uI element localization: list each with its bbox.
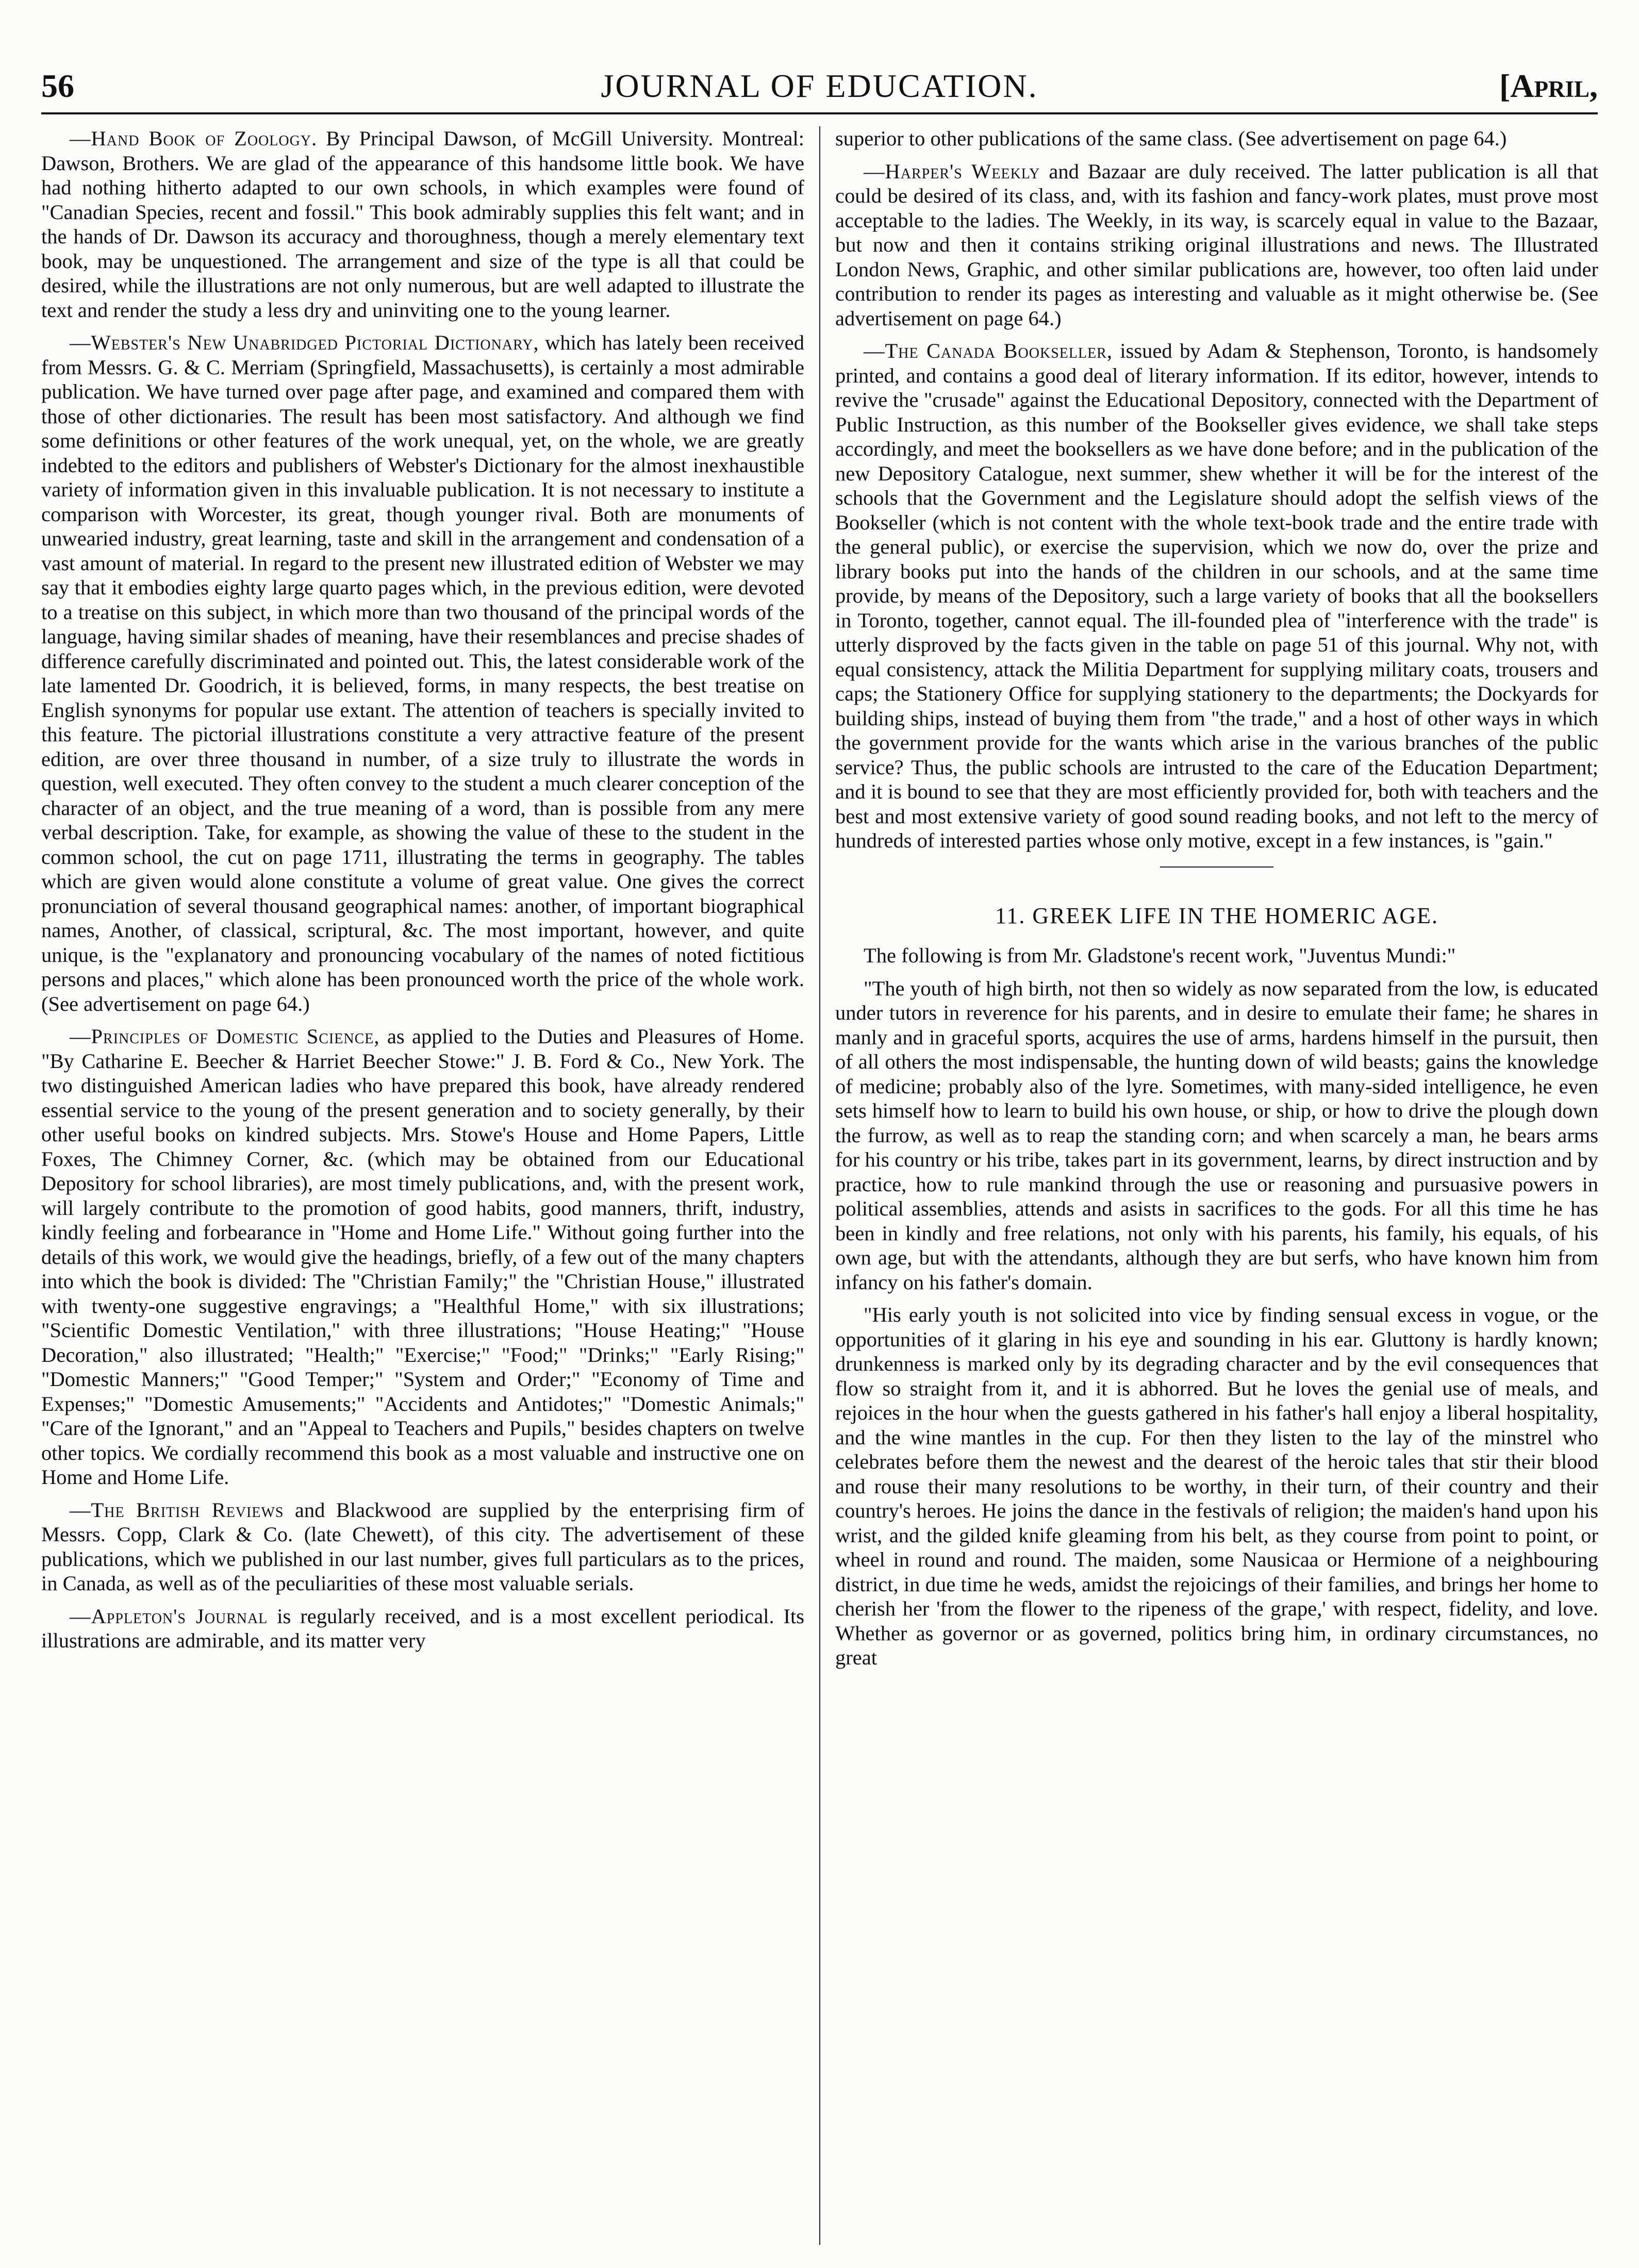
webster-review (41, 330, 804, 1016)
issue-month: [April, (1499, 68, 1598, 104)
appleton-text: is regularly received, and is a most excellent periodical. Its illustrations are admirable, and its matter very (41, 1604, 804, 1652)
zoology-review (41, 126, 804, 322)
british-text: and Blackwood are supplied by the enterprising firm of Messrs. Copp, Clark & Co. (late Chewett), of this city. The advertisement of these publications, which we published in our last number, gives full particulars as to the prices, in Canada, as well as of the peculiarities of these most valuable serials. (41, 1498, 804, 1595)
domestic-text: as applied to the Duties and Pleasures of Home. "By Catharine E. Beecher & Harriet Beecher Stowe:" J. B. Ford & Co., New York. The two distinguished American ladies who have prepared this book, have already rendered essential service to the young of the present generation and to society generally, by their other useful books on kindred subjects. Mrs. Stowe's House and Home Papers, Little Foxes, The Chimney Corner, &c. (which may be obtained from our Educational Depository for school libraries), are most timely publications, and, with the present work, will largely contribute to the promotion of good habits, good manners, thrift, industry, kindly feeling and forbearance in "Home and Home Life." Without going further into the details of this work, we would give the headings, briefly, of a few out of the many chapters into which the book is divided: The "Christian Family;" the "Christian House," illustrated with twenty-one suggestive engravings; a "Healthful Home," with six illustrations; "Scientific Domestic Ventilation," with three illustrations; "House Heating;" "House Decoration," also illustrated; "Health;" "Exercise;" "Food;" "Drinks;" "Early Rising;" "Domestic Manners;" "Good Temper;" "System and Order;" "Economy of Time and Expenses;" "Domestic Amusements;" "Accidents and Antidotes;" "Domestic Animals;" "Care of the Ignorant," and an "Appeal to Teachers and Pupils," besides chapters on twelve other topics. We cordially recommend this book as a most valuable and instructive one on Home and Home Life. (41, 1025, 804, 1489)
harper-lead: —Harper's Weekly (864, 159, 1040, 183)
greek-youth-paragraph-2: "His early youth is not solicited into vice by finding sensual excess in vogue, or the opportunities of it glaring in his eye and sounding in his ear. Gluttony is hardly known; drunkenness is marked only by its degrading character and by the evil consequences that flow so straight from it, and it is abhorred. But he loves the genial use of meals, and rejoices in the hour when the guests gathered in his father's hall enjoy a liberal hospitality, and the wine mantles in the cup. For then they listen to the lay of the minstrel who celebrates before them the newest and the dearest of the heroic tales that stir their blood and rouse their many resolutions to be worthy, in their turn, of their country and their country's heroes. He joins the dance in the festivals of religion; the maiden's hand upon his wrist, and the gilded knife gleaming from his belt, as they course from point to point, or wheel in round and round. The maiden, some Nausicaa or Hermione of a neighbouring district, in due time he weds, amidst the rejoicings of their families, and brings her home to cherish her 'from the flower to the ripeness of the grape,' with respect, fidelity, and love. Whether as governor or as governed, politics bring him, in ordinary circumstances, no great (835, 1303, 1598, 1669)
appleton-continuation: superior to other publications of the same class. (See advertisement on page 64.) (835, 127, 1507, 150)
bookseller-notice (835, 339, 1598, 853)
harper-text: and Bazaar are duly received. The latter publication is all that could be desired of its class, and, with its fashion and fancy-work plates, must prove most acceptable to the ladies. The Weekly, in its way, is scarcely equal in value to the Bazaar, but now and then it contains striking original illustrations and news. The Illustrated London News, Graphic, and other similar publications are, however, too often laid under contribution to render its pages as interesting and valuable as it might otherwise be. (See advertisement on page 64.) (835, 159, 1598, 330)
domestic-science-review (41, 1024, 804, 1490)
gladstone-intro: The following is from Mr. Gladstone's recent work, "Juventus Mundi:" (864, 944, 1456, 967)
zoology-lead: —Hand Book of Zoology. (70, 127, 318, 150)
harper-notice (835, 159, 1598, 331)
section-end-rule (1160, 866, 1273, 868)
page-number: 56 (41, 68, 74, 104)
header-rule (41, 112, 1598, 114)
right-column (835, 126, 1598, 2245)
domestic-lead: —Principles of Domestic Science, (70, 1025, 380, 1048)
bookseller-text: issued by Adam & Stephenson, Toronto, is handsomely printed, and contains a good deal of literary information. If its editor, however, intends to revive the "crusade" against the Educational Depository, connected with the Department of Public Instruction, as this number of the Bookseller gives evidence, we shall take steps accordingly, and meet the booksellers as we have done before; and in the publication of the new Depository Catalogue, next summer, shew whether it will be for the interest of the schools that the Government and the Legislature should adopt the selfish views of the Bookseller (which is not content with the whole text-book trade and the entire trade with the general public), or exercise the supervision, which we now do, over the prize and library books put into the hands of the children in our schools, and at the same time provide, by means of the Depository, such a large variety of books that all the booksellers in Toronto, together, cannot equal. The ill-founded plea of "interference with the trade" is utterly disproved by the facts given in the table on page 51 of this journal. Why not, with equal consistency, attack the Militia Department for supplying military coats, trousers and caps; the Stationery Office for supplying stationery to the departments; the Dockyards for building ships, instead of buying them from "the trade," and a host of other ways in which the government provide for the wants which arise in the various branches of the public service? Thus, the public schools are intrusted to the care of the Education Department; and it is bound to see that they are most efficiently provided for, both with teachers and the best and most extensive variety of good sound reading books, and not left to the mercy of hundreds of interested parties whose only motive, except in a few instances, is "gain." (835, 339, 1598, 852)
left-column (41, 126, 804, 2245)
british-reviews-notice (41, 1498, 804, 1596)
british-lead: —The British Reviews (70, 1498, 284, 1522)
greek-youth-paragraph-1: "The youth of high birth, not then so widely as now separated from the low, is educated under tutors in reverence for his parents, and in desire to emulate their fame; he shares in manly and in graceful sports, acquires the use of arms, hardens himself in the pursuit, then of all others the most indispensable, the hunting down of wild beasts; gains the knowledge of medicine; probably also of the lyre. Sometimes, with many-sided intelligence, he even sets himself how to learn to build his own house, or ship, or how to drive the plough down the furrow, as well as to reap the standing corn; and when scarcely a man, he bears arms for his country or his tribe, takes part in its government, learns, by direct instruction and by practice, how to rule mankind through the use or reasoning and pursuasive powers in political assemblies, attends and asists in sacrifices to the gods. For all this time he has been in kindly and free relations, not only with his parents, his family, his equals, of his own age, but with the attendants, although they are but serfs, who have known him from infancy on his father's domain. (835, 976, 1598, 1294)
appleton-notice (41, 1604, 804, 1653)
webster-lead: —Webster's New Unabridged Pictorial Dictionary, (70, 331, 539, 354)
bookseller-lead: —The Canada Bookseller, (864, 339, 1113, 362)
journal-title: JOURNAL OF EDUCATION. (601, 68, 1038, 104)
webster-text: which has lately been received from Messrs. G. & C. Merriam (Springfield, Massachusetts), is certainly a most admirable publication. We have turned over page after page, and examined and compared them with those of other dictionaries. The result has been most satisfactory. And although we find some definitions or other features of the work unequal, yet, on the whole, we are greatly indebted to the editors and publishers of Webster's Dictionary for the almost inexhaustible variety of information given in this invaluable publication. It is not necessary to institute a comparison with Worcester, its great, though younger rival. Both are monuments of unwearied industry, great learning, taste and skill in the arrangement and condensation of a vast amount of material. In regard to the present new illustrated edition of Webster we may say that it embodies eighty large quarto pages which, in the previous edition, were devoted to a treatise on this subject, in which more than two thousand of the principal words of the language, having similar shades of meaning, have their resemblances and precise shades of difference carefully discriminated and pointed out. This, the latest considerable work of the late lamented Dr. Goodrich, it is believed, forms, in many respects, the best treatise on English synonyms for popular use extant. The attention of teachers is specially invited to this feature. The pictorial illustrations constitute a very attractive feature of the present edition, are over three thousand in number, of a size truly to illustrate the words in question, well executed. They often convey to the student a much clearer conception of the character of an object, and the true meaning of a word, than is possible from any mere verbal description. Take, for example, as showing the value of these to the student in the common school, the cut on page 1711, illustrating the terms in geography. The tables which are given would alone constitute a volume of great value. One gives the correct pronunciation of several thousand geographical names: another, of important biographical names, Another, of classical, scriptural, &c. The most important, however, and quite unique, is the "explanatory and pronouncing vocabulary of the names of noted fictitious persons and places," which alone has been pronounced worth the price of the whole work. (See advertisement on page 64.) (41, 331, 804, 1015)
zoology-text: By Principal Dawson, of McGill University. Montreal: Dawson, Brothers. We are glad of the appearance of this handsome little book. We have had nothing hitherto adapted to our own schools, in which examples were found of "Canadian Species, recent and fossil." This book admirably supplies this felt want; and in the hands of Dr. Dawson its accuracy and thoroughness, though a merely elementary text book, may be unquestioned. The arrangement and size of the type is all that could be desired, while the illustrations are not only numerous, but are well adapted to illustrate the text and render the study a less dry and uninviting one to the young learner. (41, 127, 804, 322)
appleton-lead: —Appleton's Journal (70, 1604, 268, 1628)
column-divider (819, 126, 820, 2245)
page-header (41, 62, 1598, 119)
section-heading: 11. GREEK LIFE IN THE HOMERIC AGE. (995, 903, 1438, 928)
